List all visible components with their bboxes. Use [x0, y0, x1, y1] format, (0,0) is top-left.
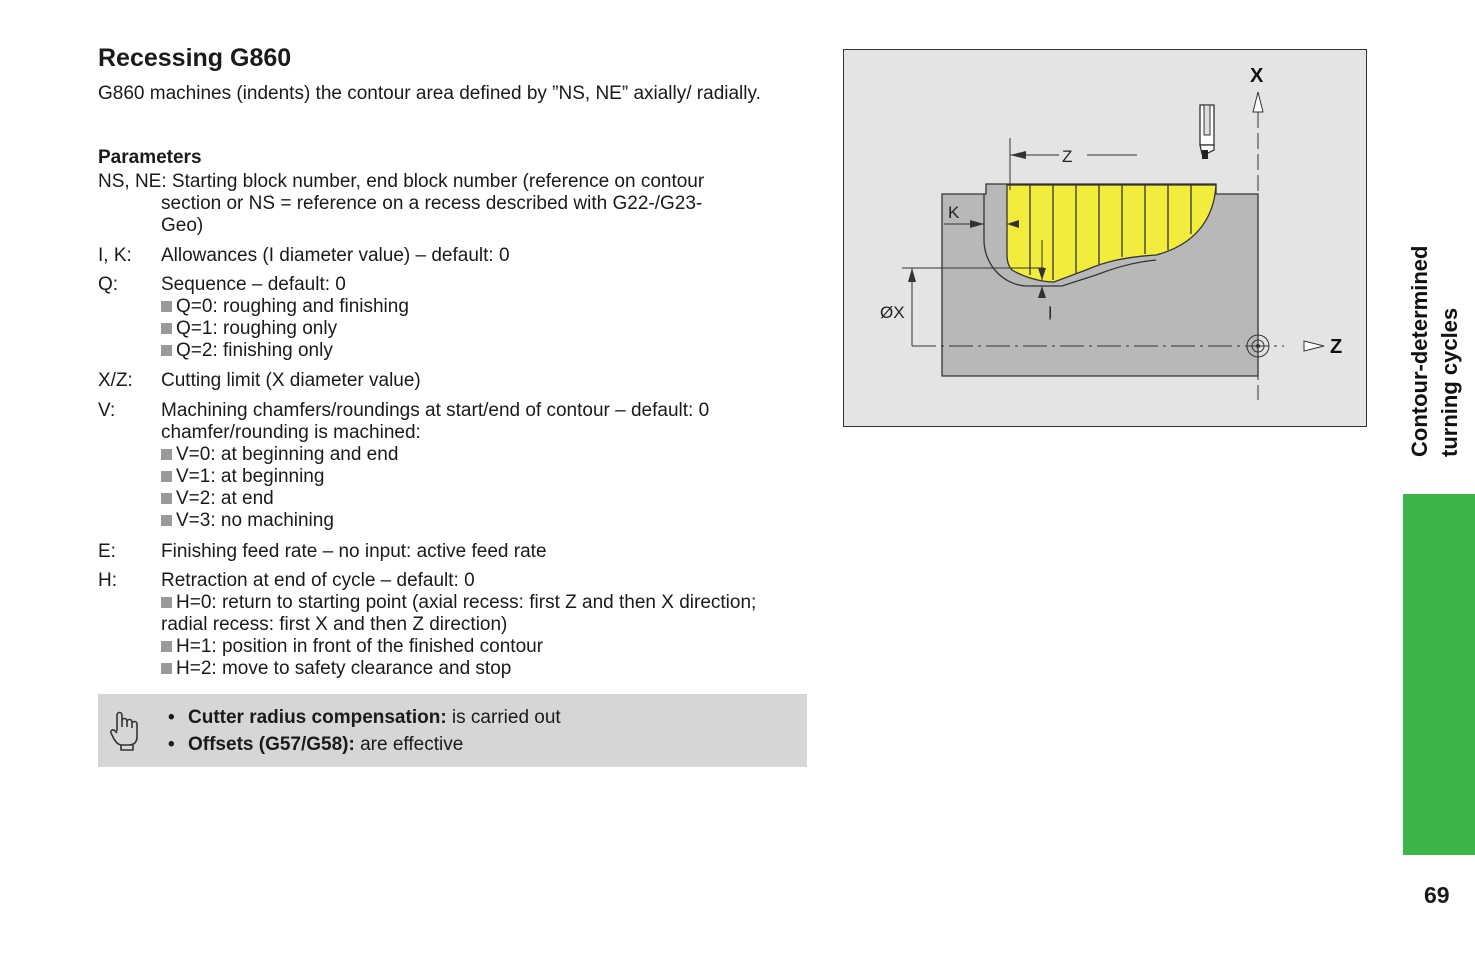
square-bullet-icon — [161, 345, 172, 356]
i-dimension-label: I — [1048, 305, 1053, 322]
param-desc: Cutting limit (X diameter value) — [161, 370, 421, 391]
param-desc: Sequence – default: 0 — [161, 274, 346, 295]
param-desc: Retraction at end of cycle – default: 0 — [161, 570, 475, 591]
param-key: X/Z: — [98, 370, 133, 391]
square-bullet-icon — [161, 493, 172, 504]
param-desc: Finishing feed rate – no input: active feed rate — [161, 541, 547, 562]
intro-text: G860 machines (indents) the contour area defined by ”NS, NE” axially/ radially. — [98, 83, 761, 104]
page-title: Recessing G860 — [98, 44, 292, 72]
list-item: • Cutter radius compensation: is carried out — [168, 707, 561, 728]
section-label-line2: turning cycles — [1437, 307, 1462, 457]
recessing-diagram — [843, 49, 1367, 427]
z-axis-label: Z — [1330, 336, 1343, 358]
option-item: V=2: at end — [161, 488, 818, 510]
square-bullet-icon — [161, 597, 172, 608]
square-bullet-icon — [161, 449, 172, 460]
option-item: V=1: at beginning — [161, 466, 818, 488]
param-key: Q: — [98, 274, 119, 295]
option-item: Q=0: roughing and finishing — [161, 296, 818, 318]
param-key: V: — [98, 400, 116, 421]
x-axis-label: X — [1250, 65, 1264, 87]
square-bullet-icon — [161, 323, 172, 334]
param-key: NS, NE: — [98, 171, 167, 192]
param-v — [98, 400, 818, 532]
param-key: I, K: — [98, 245, 132, 266]
param-e — [98, 541, 818, 563]
option-item: H=2: move to safety clearance and stop — [161, 658, 818, 680]
note-box — [98, 694, 807, 767]
square-bullet-icon — [161, 301, 172, 312]
param-desc-cont: section or NS = reference on a recess described with G22-/G23- Geo) — [161, 193, 703, 236]
param-ns-ne — [98, 171, 818, 237]
section-label — [1400, 195, 1468, 465]
list-item: • Offsets (G57/G58): are effective — [168, 734, 464, 755]
param-key: H: — [98, 570, 117, 591]
param-desc: Allowances (I diameter value) – default: 0 — [161, 245, 510, 266]
param-x-z — [98, 370, 818, 392]
page-number: 69 — [1424, 882, 1450, 908]
square-bullet-icon — [161, 471, 172, 482]
option-item: H=1: position in front of the finished contour — [161, 636, 818, 658]
param-i-k — [98, 245, 818, 267]
pointing-hand-icon — [108, 709, 142, 756]
diameter-label: ØX — [880, 303, 905, 322]
option-item: V=0: at beginning and end — [161, 444, 818, 466]
square-bullet-icon — [161, 515, 172, 526]
param-h — [98, 570, 818, 680]
param-desc: Machining chamfers/roundings at start/end of contour – default: 0 chamfer/rounding is machined: — [161, 400, 710, 443]
option-item: Q=1: roughing only — [161, 318, 818, 340]
param-q — [98, 274, 818, 362]
arrowhead — [1010, 151, 1026, 159]
chapter-tab — [1403, 494, 1475, 855]
param-key: E: — [98, 541, 116, 562]
x-axis-arrow — [1253, 92, 1263, 112]
option-item: V=3: no machining — [161, 510, 818, 532]
k-dimension-label: K — [948, 203, 960, 222]
parameters-heading: Parameters — [98, 147, 202, 168]
section-label-line1: Contour-determined — [1407, 245, 1432, 457]
z-dimension-label: Z — [1062, 147, 1073, 166]
square-bullet-icon — [161, 663, 172, 674]
note-list — [168, 704, 561, 758]
param-desc-part: Starting block number, end block number (reference on contour — [171, 171, 705, 192]
option-item: Q=2: finishing only — [161, 340, 818, 362]
tool-icon — [1200, 105, 1214, 159]
z-axis-arrow — [1304, 341, 1324, 351]
square-bullet-icon — [161, 641, 172, 652]
option-item: H=0: return to starting point (axial recess: first Z and then X direction; radial recess: first X and then Z direction) — [161, 592, 757, 635]
